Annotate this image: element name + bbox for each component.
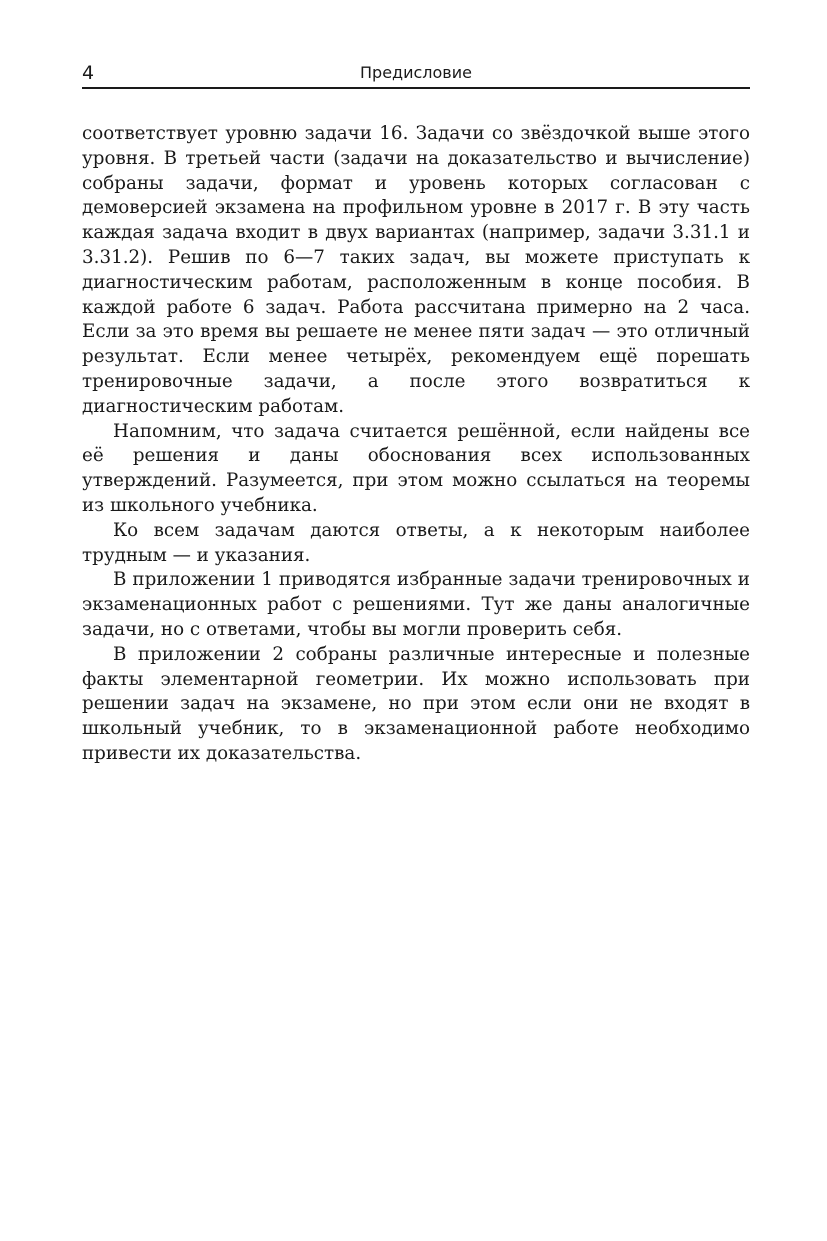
section-title: Предисловие <box>360 63 472 82</box>
page-number: 4 <box>82 62 95 84</box>
paragraph-continuation: соответствует уровню задачи 16. Задачи со звёздочкой выше этого уровня. В третьей части (задачи на доказательство и вычисление) собраны задачи, формат и уровень которых согласован с демоверсией экзамена на профильном уровне в 2017 г. В эту часть каждая задача входит в двух вариантах (например, задачи 3.31.1 и 3.31.2). Решив по 6—7 таких задач, вы можете приступать к диагностическим работам, расположенным в конце пособия. В каждой работе 6 задач. Работа рассчитана примерно на 2 часа. Если за это время вы решаете не менее пяти задач — это отличный результат. Если менее четырёх, рекомендуем ещё порешать тренировочные задачи, а после этого возвратиться к диагностическим работам. <box>82 123 750 417</box>
running-head <box>82 60 750 89</box>
paragraph-appendix-2: В приложении 2 собраны различные интересные и полезные факты элементарной геометрии. Их можно использовать при решении задач на экзамене, но при этом если они не входят в школьный учебник, то в экзаменационной работе необходимо привести их доказательства. <box>82 643 750 764</box>
paragraph-answers: Ко всем задачам даются ответы, а к некоторым наиболее трудным — и указания. <box>82 519 750 566</box>
body-text <box>82 122 750 767</box>
paragraph-solved-definition: Напомним, что задача считается решённой, если найдены все её решения и даны обоснования всех использованных утверждений. Разумеется, при этом можно ссылаться на теоремы из школьного учебника. <box>82 420 750 516</box>
paragraph-appendix-1: В приложении 1 приводятся избранные задачи тренировочных и экзаменационных работ с решениями. Тут же даны аналогичные задачи, но с ответами, чтобы вы могли проверить себя. <box>82 569 750 640</box>
book-page <box>82 60 750 767</box>
